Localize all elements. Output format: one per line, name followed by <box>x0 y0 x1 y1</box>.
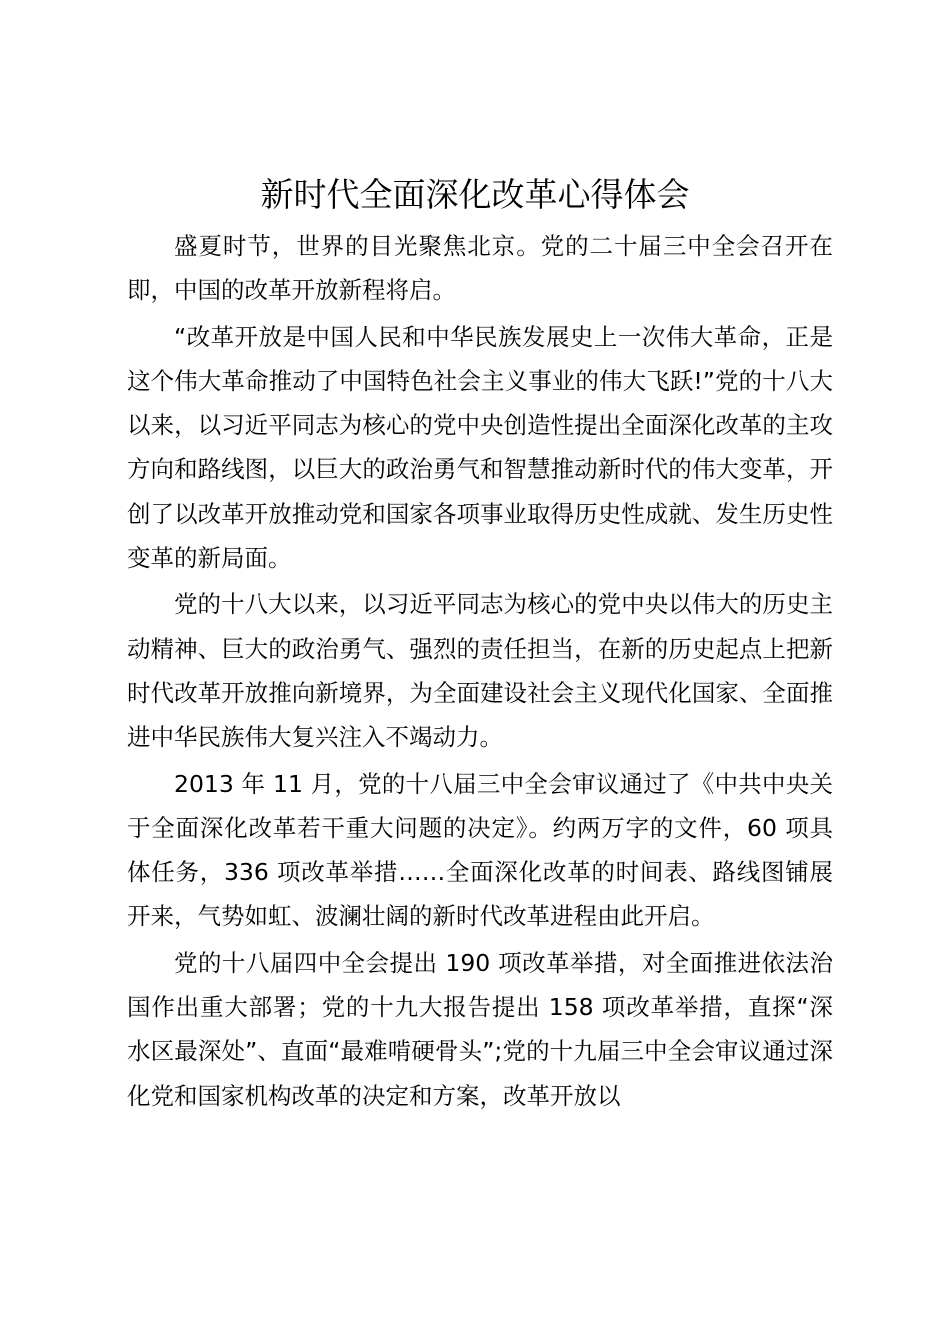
document-title: 新时代全面深化改革心得体会 <box>260 175 690 214</box>
paragraph-1: 盛夏时节，世界的目光聚焦北京。党的二十届三中全会召开在即，中国的改革开放新程将启。 <box>127 232 833 305</box>
document-body <box>127 224 833 1120</box>
paragraph-5: 党的十八届四中全会提出 190 项改革举措，对全面推进依法治国作出重大部署；党的十九大报告提出 158 项改革举措，直探“深水区最深处”、直面“最难啃硬骨头”;党的十九届三中全会审议通过深化党和国家机构改革的决定和方案，改革开放以 <box>127 948 833 1110</box>
paragraph-4: 2013 年 11 月，党的十八届三中全会审议通过了《中共中央关于全面深化改革若干重大问题的决定》。约两万字的文件，60 项具体任务，336 项改革举措……全面深化改革的时间表、路线图铺展开来，气势如虹、波澜壮阔的新时代改革进程由此开启。 <box>127 769 833 931</box>
paragraph-3: 党的十八大以来，以习近平同志为核心的党中央以伟大的历史主动精神、巨大的政治勇气、强烈的责任担当，在新的历史起点上把新时代改革开放推向新境界，为全面建设社会主义现代化国家、全面推进中华民族伟大复兴注入不竭动力。 <box>127 590 833 752</box>
paragraph-2: “改革开放是中国人民和中华民族发展史上一次伟大革命，正是这个伟大革命推动了中国特色社会主义事业的伟大飞跃!”党的十八大以来，以习近平同志为核心的党中央创造性提出全面深化改革的主攻方向和路线图，以巨大的政治勇气和智慧推动新时代的伟大变革，开创了以改革开放推动党和国家各项事业取得历史性成就、发生历史性变革的新局面。 <box>127 322 833 573</box>
